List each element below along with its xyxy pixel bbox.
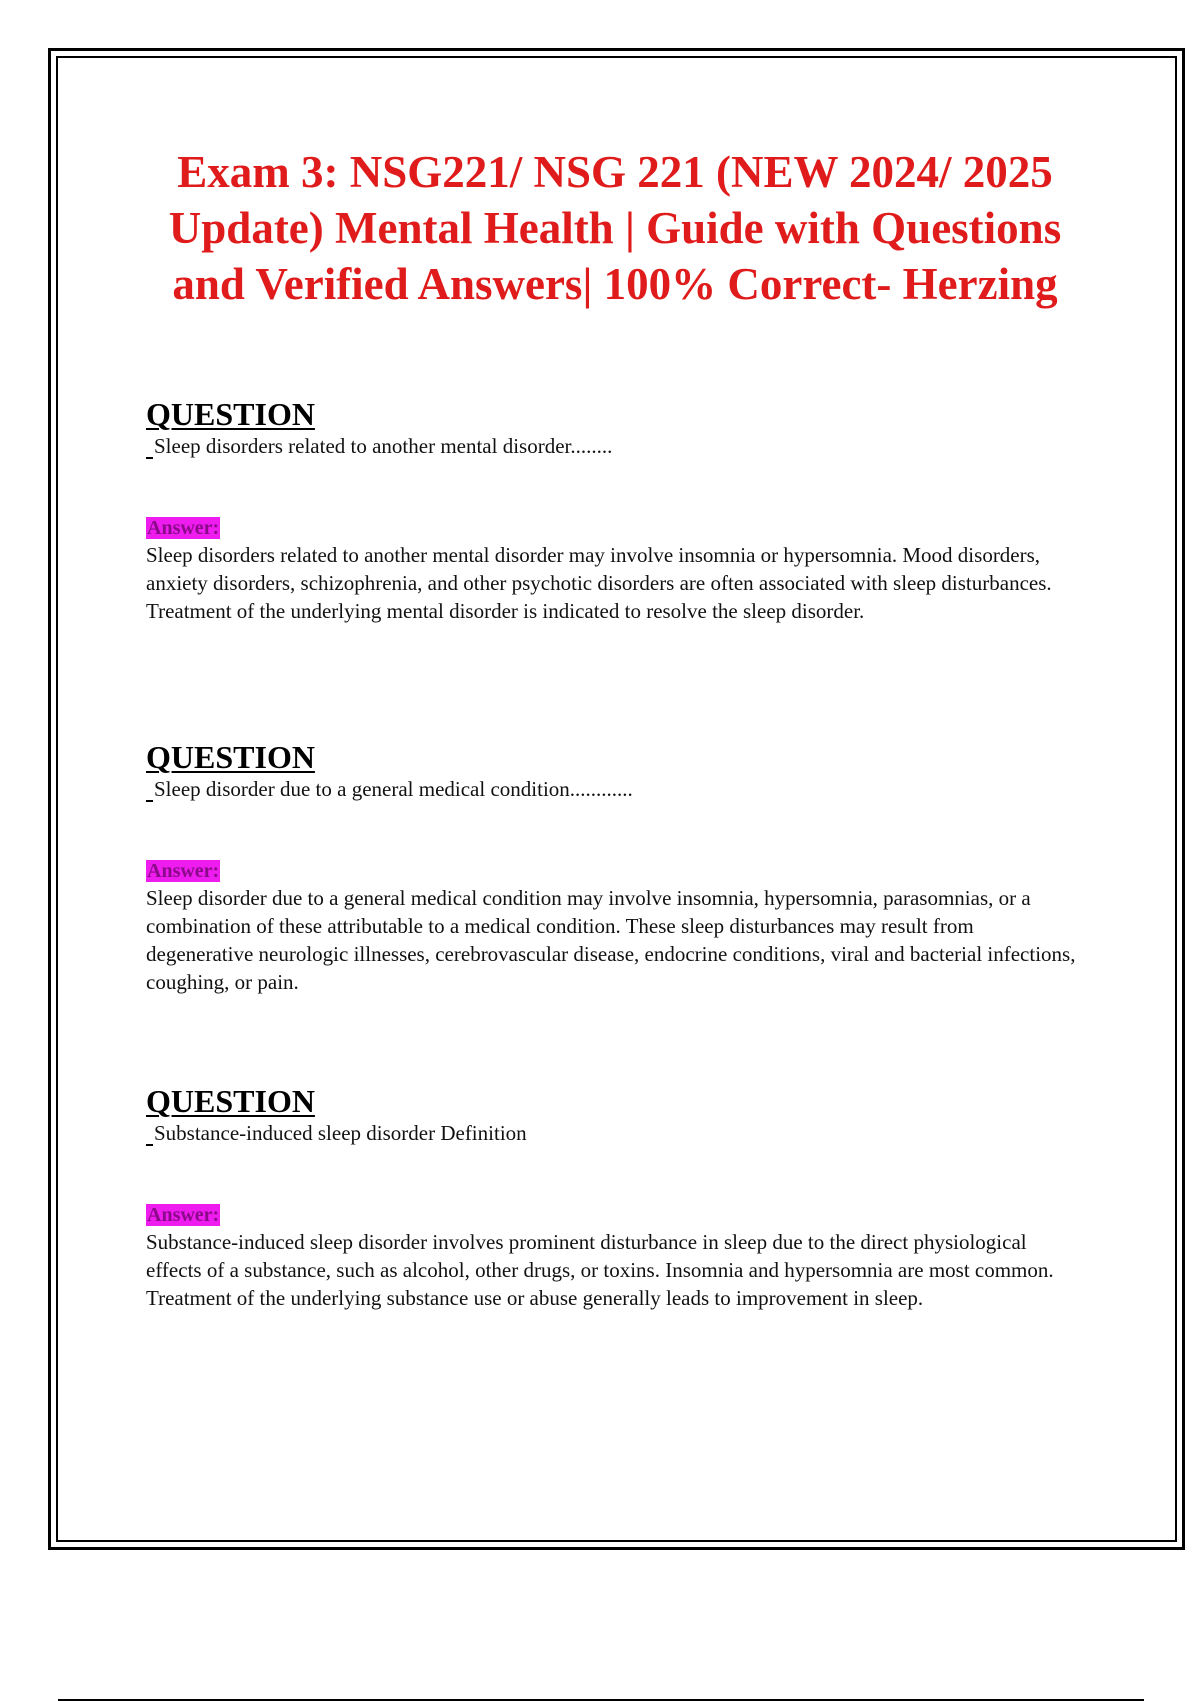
answer-text: Substance-induced sleep disorder involves prominent disturbance in sleep due to the direct physiological effects of a substance, such as alcohol, other drugs, or toxins. Insomnia and hypersomnia are most common. Treatment of the underlying substance use or abuse generally leads to improvement in sleep.: [146, 1230, 1054, 1310]
question-lead-mark: [146, 800, 153, 802]
question-text: [146, 777, 1086, 802]
question-text-content: Substance-induced sleep disorder Definition: [154, 1121, 527, 1145]
question-heading: QUESTION: [146, 396, 315, 432]
qa-item-2: [146, 741, 1086, 996]
question-text-content: Sleep disorders related to another mental disorder........: [154, 434, 613, 458]
answer-label: Answer:: [147, 1204, 220, 1226]
answer-label: Answer:: [147, 517, 220, 539]
answer-label: Answer:: [147, 860, 220, 882]
question-text: [146, 1121, 1086, 1146]
question-lead-mark: [146, 1144, 153, 1146]
document-title: Exam 3: NSG221/ NSG 221 (NEW 2024/ 2025 Update) Mental Health | Guide with Questions and Verified Answers| 100% Correct- Herzing: [168, 147, 1062, 309]
question-text-content: Sleep disorder due to a general medical condition............: [154, 777, 633, 801]
answer-text: Sleep disorders related to another mental disorder may involve insomnia or hypersomnia. Mood disorders, anxiety disorders, schizophrenia, and other psychotic disorders are often associated with sleep disturbances. Treatment of the underlying mental disorder is indicated to resolve the sleep disorder.: [146, 543, 1052, 623]
question-text: [146, 434, 1086, 459]
question-lead-mark: [146, 457, 153, 459]
question-heading: QUESTION: [146, 739, 315, 775]
answer-text: Sleep disorder due to a general medical condition may involve insomnia, hypersomnia, parasomnias, or a combination of these attributable to a medical condition. These sleep disturbances may result from degenerative neurologic illnesses, cerebrovascular disease, endocrine conditions, viral and bacterial infections, coughing, or pain.: [146, 886, 1076, 994]
qa-item-1: [146, 398, 1086, 625]
question-heading: QUESTION: [146, 1083, 315, 1119]
qa-item-3: [146, 1085, 1086, 1312]
